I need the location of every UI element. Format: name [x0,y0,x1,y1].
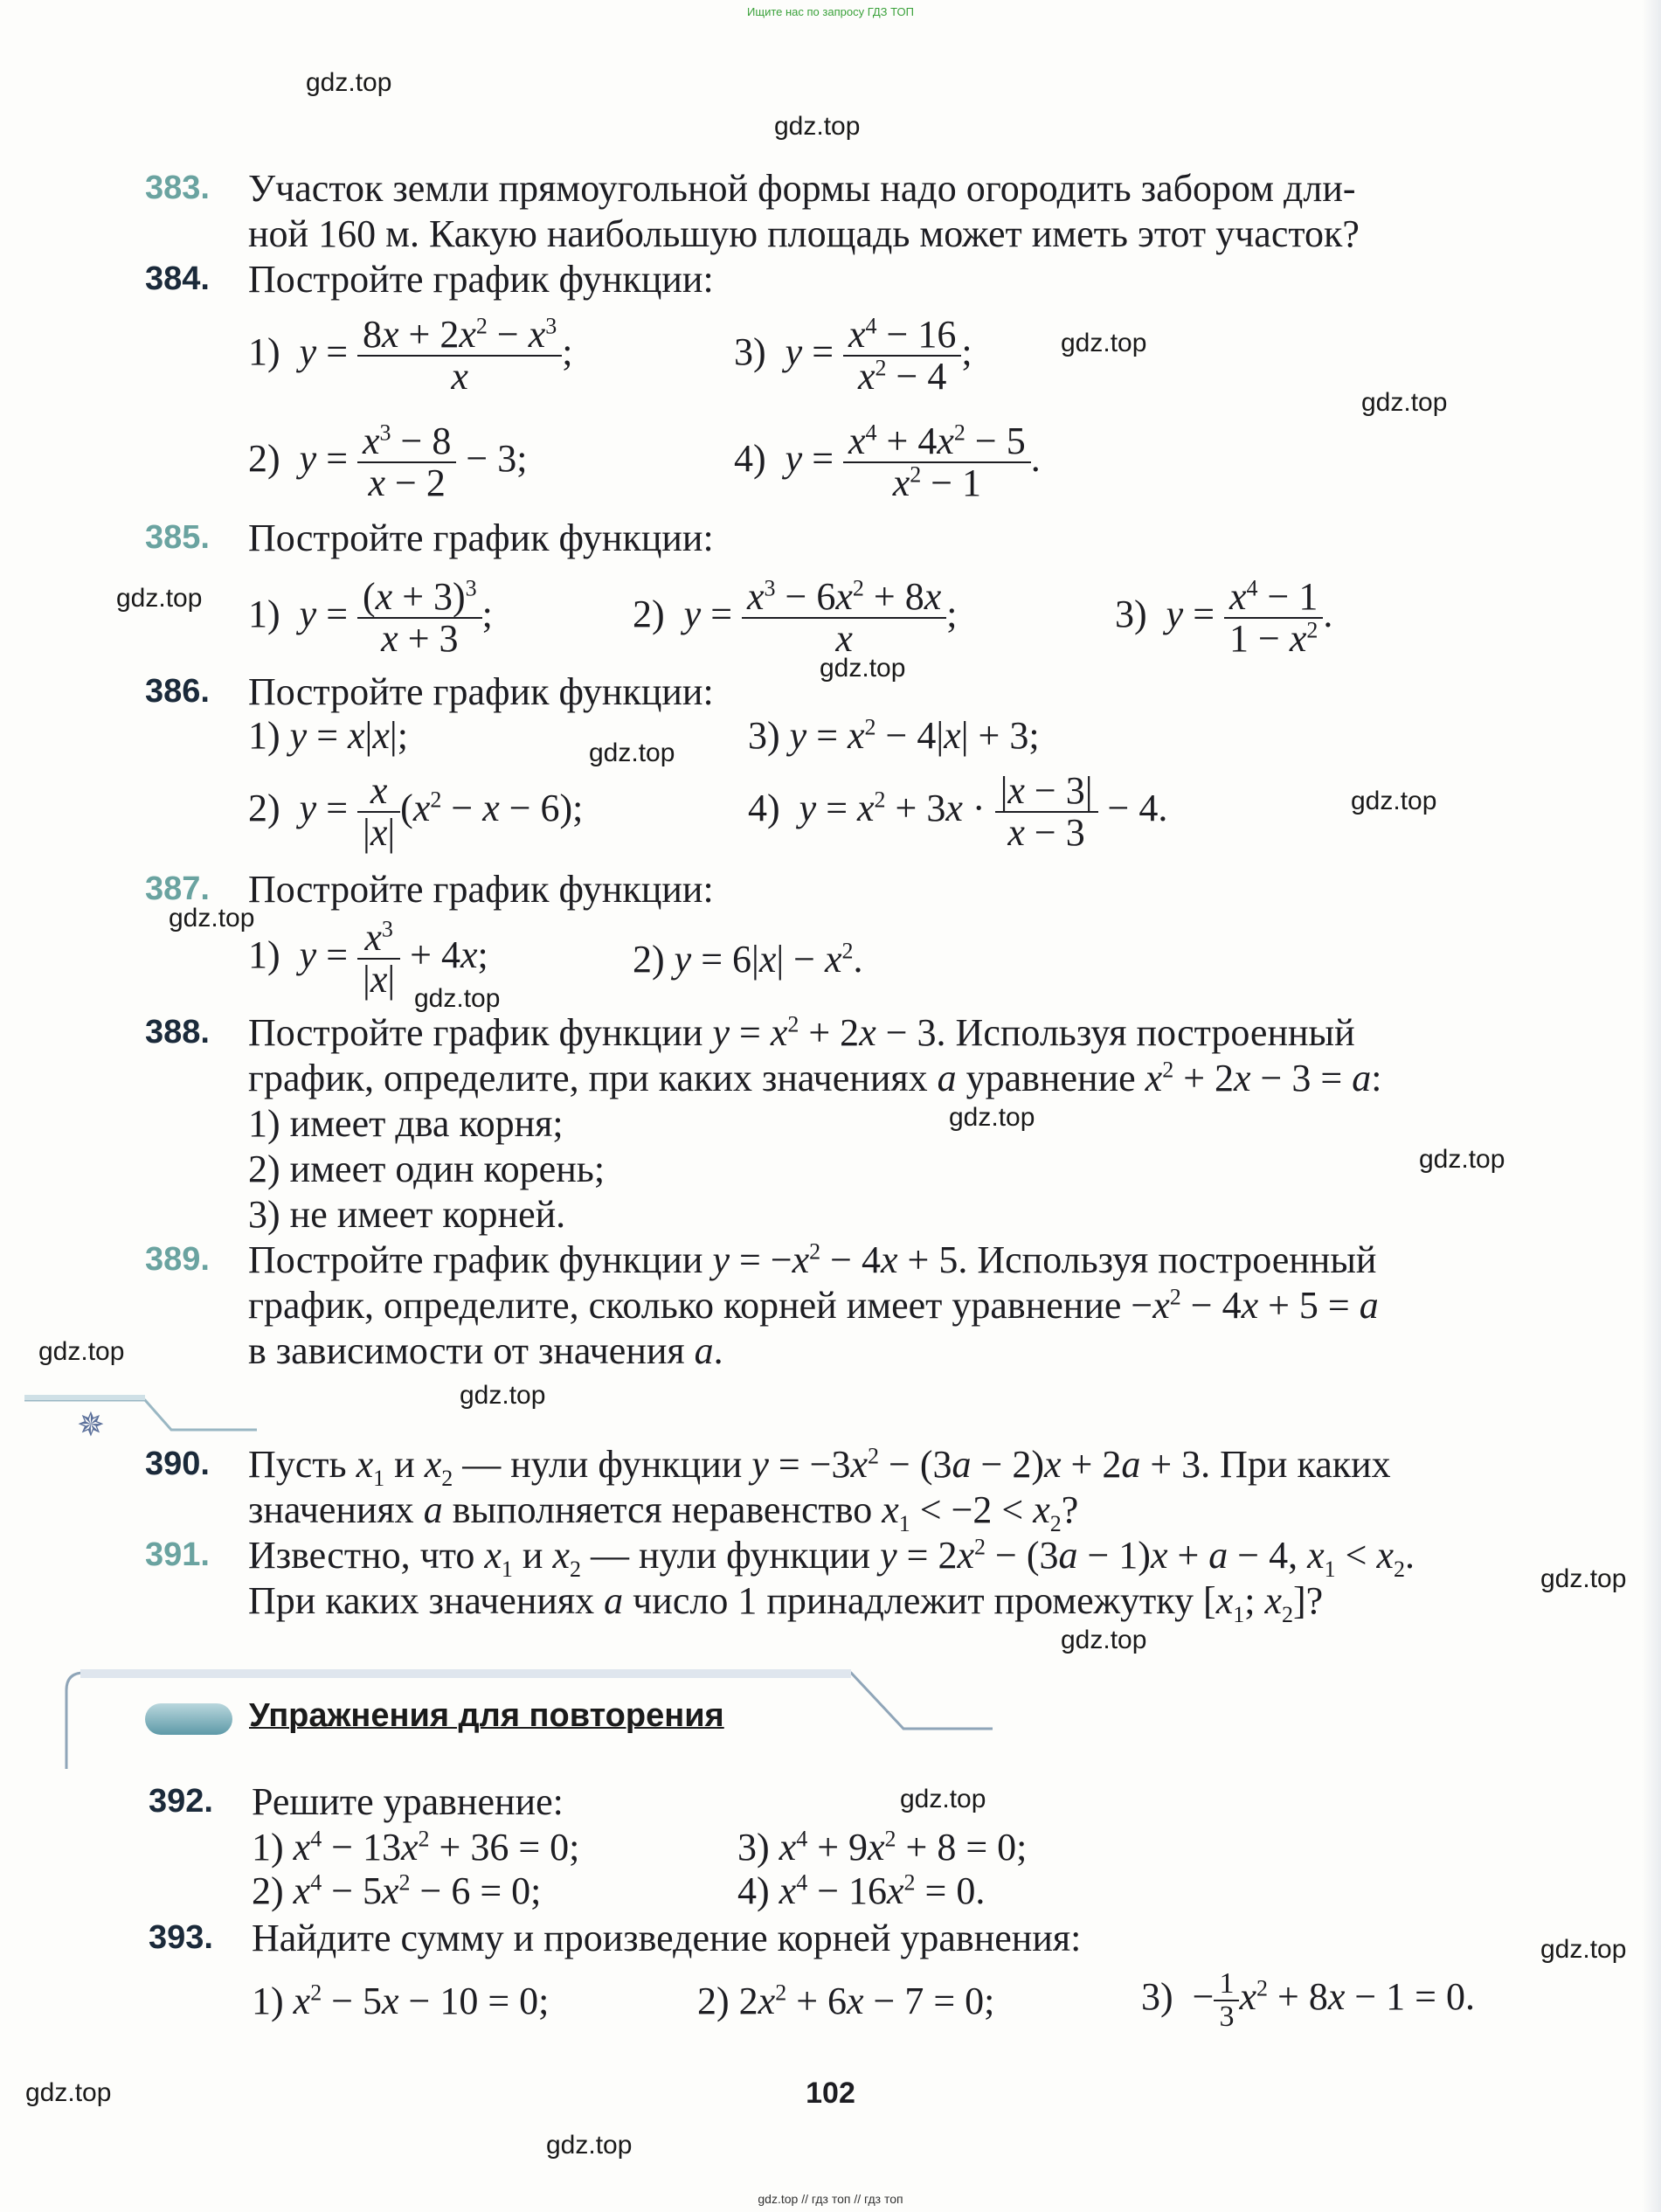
problem-390-line-2: значениях a выполняется неравенство $x_1 < -2 < x_2$? [248,1488,1079,1536]
formula-393-3: 3) − $\frac{1}{3}$ $x^2 + 8x - 1 = 0$. [1141,1967,1475,2033]
difficulty-divider [23,1391,259,1440]
problem-389-line-2: график, определите, сколько корней имеет уравнение $-x^2 - 4x + 5 = a$ [248,1284,1379,1327]
text: и [384,1443,425,1486]
text: — нули функции [581,1534,881,1577]
section-pill-icon [145,1703,232,1735]
problem-388-line-2: график, определите, при каких значениях a уравнение $x^2 + 2x - 3 = a$: [248,1057,1382,1099]
text: значениях [248,1488,424,1531]
formula-392-3: 3) $x^4 + 9x^2 + 8 = 0$; [737,1826,1028,1869]
watermark: gdz.top [169,904,255,933]
formula-392-1: 1) $x^4 - 13x^2 + 36 = 0$; [252,1826,580,1869]
watermark: gdz.top [25,2078,112,2107]
problem-number-387: 387. [145,870,210,907]
problem-number-390: 390. [145,1446,210,1482]
text: Постройте график функции [248,1238,713,1281]
text: выполняется неравенство [442,1488,882,1531]
text: число 1 принадлежит промежутку [623,1579,1204,1622]
watermark: gdz.top [589,738,675,767]
formula-384-2: 2) y = $\frac{x^3 - 8}{x - 2}$ − 3; [248,420,528,504]
top-link[interactable]: Ищите нас по запросу ГДЗ ТОП [747,5,914,18]
text: Постройте график функции [248,1011,713,1054]
formula-387-2: 2) $y = 6|x| - x^2$. [633,938,863,981]
problem-392-text: Решите уравнение: [252,1780,564,1823]
watermark: gdz.top [1351,787,1437,815]
watermark: gdz.top [1061,329,1147,357]
formula-386-2: 2) y = $\frac{x}{|x|}$ $(x^2 - x - 6)$; [248,769,584,854]
formula-386-4: 4) $y = x^2 + 3x$ · $\frac{|x - 3|}{x - 3}$ − 4. [748,769,1168,854]
text: . Используя построенный [958,1238,1377,1281]
formula-385-1: 1) y = $\frac{(x + 3)^3}{x + 3}$ ; [248,575,493,660]
watermark: gdz.top [820,654,906,683]
text: Пусть [248,1443,356,1486]
problem-number-392: 392. [149,1783,213,1820]
problem-389-line-3: в зависимости от значения a. [248,1329,723,1372]
problem-number-389: 389. [145,1241,210,1278]
watermark: gdz.top [1361,388,1448,417]
formula-387-1: 1) y = $\frac{x^3}{|x|}$ + 4x; [248,916,488,1001]
text: уравнение [956,1057,1145,1099]
formula-393-2: 2) $2x^2 + 6x - 7 = 0$; [697,1980,995,2022]
problem-390-line-1: Пусть $x_1$ и $x_2$ — нули функции $y = -3x^2 - (3a - 2)x + 2a + 3$. При каких [248,1443,1391,1491]
problem-number-386: 386. [145,673,210,710]
problem-387-text: Постройте график функции: [248,868,714,911]
problem-388-item-1: 1) имеет два корня; [248,1102,564,1145]
problem-388-line-1: Постройте график функции $y = x^2 + 2x - 3$. Используя построенный [248,1011,1355,1054]
problem-number-391: 391. [145,1536,210,1573]
section-title: Упражнения для повторения [249,1697,724,1734]
watermark: gdz.top [460,1381,546,1410]
watermark: gdz.top [1419,1145,1505,1174]
formula-386-3: 3) $y = x^2 - 4|x| + 3$; [748,714,1040,757]
watermark: gdz.top [774,112,861,141]
watermark: gdz.top [1061,1626,1147,1654]
text: . Используя построенный [936,1011,1355,1054]
page-number: 102 [806,2077,855,2110]
text: график, определите, при каких значениях [248,1057,938,1099]
text: график, определите, сколько корней имеет уравнение [248,1284,1132,1327]
watermark: gdz.top [116,584,203,613]
text: в зависимости от значения [248,1329,695,1372]
watermark: gdz.top [900,1785,986,1813]
text: Известно, что [248,1534,485,1577]
problem-385-text: Постройте график функции: [248,517,714,559]
footer-links[interactable]: gdz.top // гдз топ // гдз топ [758,2192,903,2206]
problem-391-line-2: При каких значениях a число 1 принадлежит промежутку [$x_1$; $x_2$]? [248,1579,1324,1627]
problem-383-line-2: ной 160 м. Какую наибольшую площадь может иметь этот участок? [248,212,1360,255]
watermark: gdz.top [1540,1935,1627,1964]
page-edge-shadow [1642,0,1661,2212]
watermark: gdz.top [546,2131,633,2160]
formula-392-4: 4) $x^4 - 16x^2 = 0$. [737,1869,986,1912]
problem-number-385: 385. [145,519,210,556]
formula-384-4: 4) y = $\frac{x^4 + 4x^2 - 5}{x^2 - 1}$ . [734,420,1041,504]
problem-388-item-2: 2) имеет один корень; [248,1148,606,1190]
text: . При каких [1201,1443,1391,1486]
watermark: gdz.top [1540,1564,1627,1593]
watermark: gdz.top [38,1337,125,1366]
formula-385-3: 3) y = $\frac{x^4 - 1}{1 - x^2}$ . [1115,575,1333,660]
text: При каких значениях [248,1579,605,1622]
text: — нули функции [453,1443,752,1486]
problem-388-item-3: 3) не имеет корней. [248,1193,566,1236]
watermark: gdz.top [306,68,392,97]
problem-386-text: Постройте график функции: [248,670,714,713]
watermark: gdz.top [949,1103,1035,1132]
watermark: gdz.top [414,984,501,1013]
problem-number-383: 383. [145,170,210,206]
problem-number-384: 384. [145,260,210,297]
problem-384-text: Постройте график функции: [248,258,714,301]
text: и [512,1534,553,1577]
star-icon: ✵ [77,1407,105,1444]
formula-393-1: 1) $x^2 - 5x - 10 = 0$; [252,1980,550,2022]
problem-number-388: 388. [145,1014,210,1051]
problem-number-393: 393. [149,1919,213,1956]
formula-385-2: 2) y = $\frac{x^3 - 6x^2 + 8x}{x}$ ; [633,575,958,660]
formula-384-3: 3) y = $\frac{x^4 - 16}{x^2 - 4}$ ; [734,313,972,398]
problem-391-line-1: Известно, что $x_1$ и $x_2$ — нули функции $y = 2x^2 - (3a - 1)x + a - 4$, $x_1 < x_2$. [248,1534,1415,1582]
formula-386-1: 1) y = x|x|; [248,714,408,757]
problem-393-text: Найдите сумму и произведение корней уравнения: [252,1917,1082,1959]
problem-389-line-1: Постройте график функции $y = -x^2 - 4x + 5$. Используя построенный [248,1238,1377,1281]
problem-383-line-1: Участок земли прямоугольной формы надо огородить забором дли- [248,167,1356,210]
formula-392-2: 2) $x^4 - 5x^2 - 6 = 0$; [252,1869,542,1912]
formula-384-1: 1) y = $\frac{8x + 2x^2 - x^3}{x}$ ; [248,313,573,398]
